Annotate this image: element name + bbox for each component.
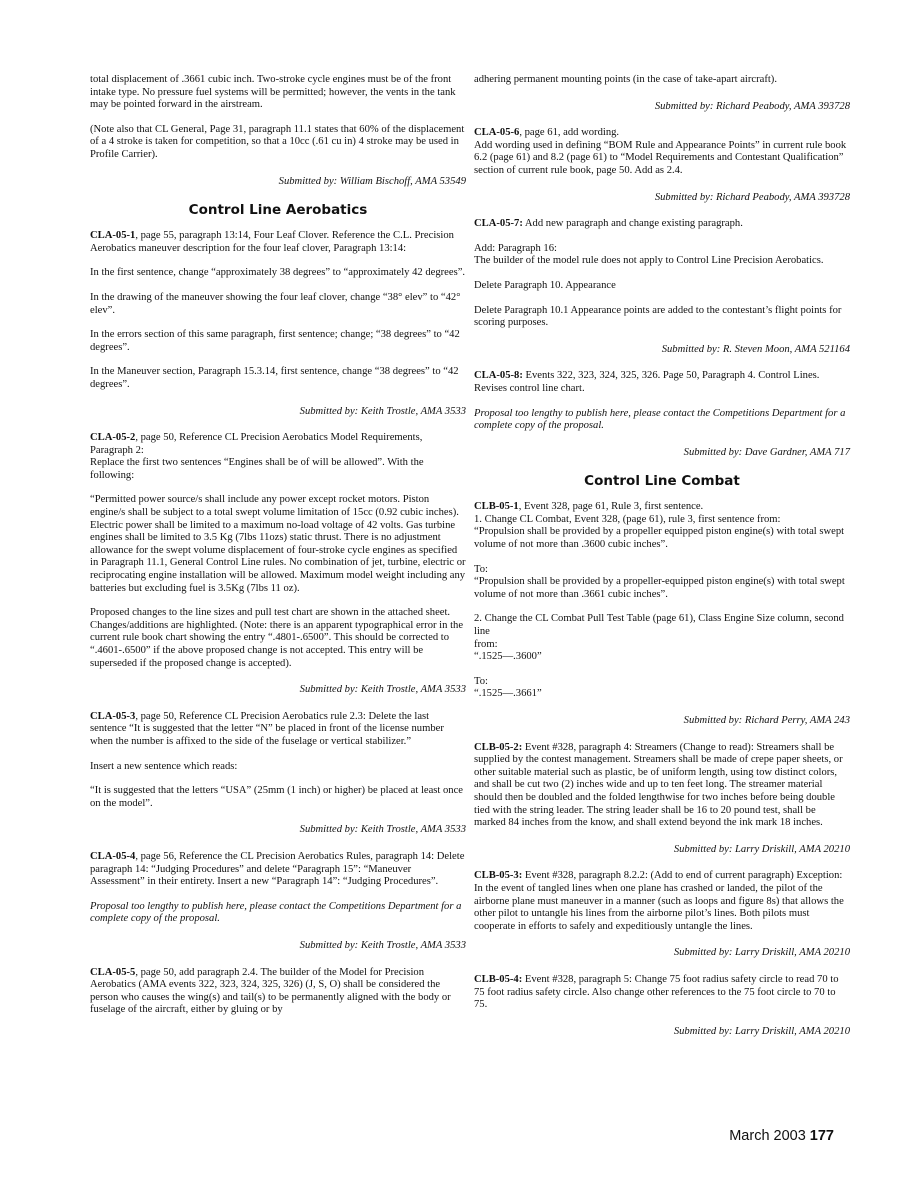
cla-05-5-continuation <box>474 74 850 87</box>
proposal-id: CLA-05-1 <box>90 230 136 242</box>
proposal-cla-05-8 <box>474 370 850 432</box>
proposal-text: Replace the first two sentences “Engines shall be of will be allowed”. With the following: <box>90 457 424 481</box>
proposal-text: Add wording used in defining “BOM Rule and Appearance Points” in current rule book 6.2 (page 61) and 8.2 (page 61) to “Model Requirements and Contestant Qualification” section of current rule book, page 50. Add as 2.4. <box>474 139 847 176</box>
page-footer <box>729 1128 834 1144</box>
proposal-text: CLA-05-7: Add new paragraph and change existing paragraph. <box>474 218 743 230</box>
proposal-clb-05-1 <box>474 501 850 701</box>
submitted-by: Submitted by: Richard Peabody, AMA 393728 <box>654 191 850 203</box>
proposal-text: “Permitted power source/s shall include any power except rocket motors. Piston engine/s shall be subject to a total swept volume limitation of 15cc (0.92 cubic inches). Electric power shall be limited to a maximum no-load voltage of 42 volts. Gas turbine engines shall be limited to 3.5 Kg (7lbs 11ozs) static thrust. There is no adjustment allowance for the swept volume displacement of four-stroke cycle engines as specified in Paragraph 11.1, General Control Line rules. No combination of jet, turbine, electric or reciprocating engine installation will be allowed. Maximum model weight including any batteries but excluding fuel is 3.5Kg (7lbs 11 oz). <box>90 494 466 594</box>
proposal-text: In the drawing of the maneuver showing the four leaf clover, change “38° elev” to “42° elev”. <box>90 291 461 316</box>
proposal-text: CLA-05-8: Events 322, 323, 324, 325, 326. Page 50, Paragraph 4. Control Lines. Revises control line chart. <box>474 370 820 394</box>
proposal-text: To: <box>474 675 488 687</box>
proposal-id: CLB-05-4: <box>474 973 523 985</box>
proposal-text: “It is suggested that the letters “USA” (25mm (1 inch) or higher) be placed at least once on the model”. <box>90 785 464 809</box>
proposal-text: CLA-05-4, page 56, Reference the CL Precision Aerobatics Rules, paragraph 14: Delete paragraph 14: “Judging Procedures” and delete “Paragraph 15”: “Maneuver Assessment” in their entirety. Insert a new “Paragraph 14”: “Judging Procedures”. <box>90 850 465 888</box>
proposal-text: CLB-05-1, Event 328, page 61, Rule 3, first sentence. <box>474 501 704 513</box>
proposal-text: “.1525—.3661” <box>474 688 542 700</box>
proposal-id: CLB-05-1 <box>474 501 519 513</box>
submitted-by: Submitted by: R. Steven Moon, AMA 521164 <box>661 343 850 355</box>
proposal-id: CLA-05-4 <box>90 850 136 862</box>
proposal-text: Add: Paragraph 16: <box>474 242 557 254</box>
proposal-cla-05-2 <box>90 432 466 670</box>
intro-paragraph-1: total displacement of .3661 cubic inch. Two-stroke cycle engines must be of the front intake type. No pressure fuel systems will be permitted; however, the vents in the tank may be pointed forward in the airstream. <box>90 74 456 111</box>
intro-paragraph-2: (Note also that CL General, Page 31, paragraph 11.1 states that 60% of the displacement of a 4 stroke is taken for competition, so that a 10cc (.61 cu in) 4 stroke may be used in Profile Carrier). <box>90 123 465 160</box>
proposal-cla-05-5 <box>90 967 466 1017</box>
proposal-text: adhering permanent mounting points (in the case of take-apart aircraft). <box>474 74 777 85</box>
proposal-text: CLA-05-5, page 50, add paragraph 2.4. The builder of the Model for Precision Aerobatics (AMA events 322, 323, 324, 325, 326) (J, S, O) shall be considered the person who causes the wing(s) and tail(s) to be permanently aligned with the body or fuselage of the aircraft, either by gluing or by <box>90 966 451 1016</box>
submitted-by: Submitted by: Richard Perry, AMA 243 <box>683 715 850 726</box>
proposal-id: CLA-05-5 <box>90 966 136 978</box>
submitted-by: Submitted by: Larry Driskill, AMA 20210 <box>673 843 850 855</box>
proposal-clb-05-2 <box>474 742 850 830</box>
proposal-text: CLB-05-4: Event #328, paragraph 5: Change 75 foot radius safety circle to read 70 to 75 foot radius safety circle. Also change other references to the 75 foot circle to 70 to 75. <box>474 973 839 1011</box>
section-heading-aerobatics: Control Line Aerobatics <box>188 202 368 219</box>
submitted-by: Submitted by: Larry Driskill, AMA 20210 <box>673 947 850 959</box>
proposal-text: CLB-05-3: Event #328, paragraph 8.2.2: (Add to end of current paragraph) Exception: In the event of tangled lines when one plane has crashed or landed, the pilot of the airborne plane must maneuver in a manner (such as loops and figure 8s) that allows the other pilot to untangle his lines from the airborne pilot’s lines. Both pilots must cooperate in efforts to safely and expeditiously untangle the lines. <box>474 870 844 932</box>
proposal-text: CLA-05-2, page 50, Reference CL Precision Aerobatics Model Requirements, Paragraph 2: <box>90 432 423 456</box>
proposal-cla-05-7 <box>474 218 850 330</box>
proposal-text: Delete Paragraph 10.1 Appearance points are added to the contestant’s flight points for scoring purposes. <box>474 304 842 329</box>
issue-date: March 2003 <box>729 1128 806 1144</box>
submitted-by: Submitted by: Dave Gardner, AMA 717 <box>683 446 850 458</box>
submitted-by: Submitted by: Richard Peabody, AMA 393728 <box>654 100 850 112</box>
right-column <box>474 74 850 1052</box>
proposal-id: CLA-05-6 <box>474 127 520 139</box>
proposal-id: CLA-05-8: <box>474 370 523 382</box>
proposal-text: To: <box>474 563 488 575</box>
proposal-id: CLA-05-2 <box>90 432 136 444</box>
proposal-note: Proposal too lengthy to publish here, please contact the Competitions Department for a complete copy of the proposal. <box>474 407 846 432</box>
submitted-by: Submitted by: Keith Trostle, AMA 3533 <box>299 405 466 417</box>
proposal-id: CLB-05-3: <box>474 870 523 882</box>
proposal-text: CLA-05-1, page 55, paragraph 13:14, Four Leaf Clover. Reference the C.L. Precision Aerobatics maneuver description for the four leaf clover, Paragraph 13:14: <box>90 230 454 254</box>
proposal-text: Proposed changes to the line sizes and pull test chart are shown in the attached sheet. Changes/additions are highlighted. (Note: there is an apparent typographical error in the current rule book chart showing the entry “.4801-.6500”. This should be corrected to “.4601-.6500” if the above proposed change is not accepted. This entry will be superseded if the proposed change is accepted). <box>90 607 464 669</box>
proposal-cla-05-3 <box>90 711 466 811</box>
submitted-by: Submitted by: William Bischoff, AMA 53549 <box>278 175 466 187</box>
proposal-text: The builder of the model rule does not apply to Control Line Precision Aerobatics. <box>474 255 824 267</box>
intro-continuation <box>90 74 466 162</box>
proposal-text: In the first sentence, change “approximately 38 degrees” to “approximately 42 degrees”. <box>90 267 466 279</box>
proposal-text: from: <box>474 638 498 650</box>
proposal-text: CLA-05-3, page 50, Reference CL Precision Aerobatics rule 2.3: Delete the last sentence “It is suggested that the letter “N” be placed in front of the license number when the number is affixed to the side of the fuselage or vertical stabilizer.” <box>90 710 444 747</box>
proposal-id: CLA-05-7: <box>474 218 523 230</box>
proposal-text: 1. Change CL Combat, Event 328, (page 61), rule 3, first sentence from: <box>474 513 781 525</box>
proposal-clb-05-4 <box>474 974 850 1012</box>
proposal-text: 2. Change the CL Combat Pull Test Table (page 61), Class Engine Size column, second line <box>474 613 844 638</box>
submitted-by: Submitted by: Larry Driskill, AMA 20210 <box>673 1025 850 1037</box>
proposal-text: “Propulsion shall be provided by a propeller-equipped piston engine(s) with total swept volume of not more than .3661 cubic inches”. <box>474 576 845 600</box>
proposal-text: “Propulsion shall be provided by a propeller equipped piston engine(s) with total swept volume of not more than .3600 cubic inches”. <box>474 526 845 551</box>
proposal-text: Insert a new sentence which reads: <box>90 760 238 772</box>
proposal-cla-05-4 <box>90 851 466 926</box>
proposal-text: In the errors section of this same paragraph, first sentence; change; “38 degrees” to “42 degrees”. <box>90 329 460 353</box>
submitted-by: Submitted by: Keith Trostle, AMA 3533 <box>299 939 466 951</box>
proposal-text: “.1525—.3600” <box>474 651 542 663</box>
proposal-id: CLB-05-2: <box>474 741 523 753</box>
proposal-cla-05-1 <box>90 230 466 391</box>
proposal-cla-05-6 <box>474 127 850 177</box>
proposal-text: Delete Paragraph 10. Appearance <box>474 279 616 291</box>
submitted-by: Submitted by: Keith Trostle, AMA 3533 <box>299 824 466 836</box>
proposal-note: Proposal too lengthy to publish here, please contact the Competitions Department for a complete copy of the proposal. <box>90 900 462 925</box>
proposal-id: CLA-05-3 <box>90 710 136 722</box>
left-column <box>90 74 466 1031</box>
page-number: 177 <box>809 1128 834 1144</box>
proposal-text: CLB-05-2: Event #328, paragraph 4: Streamers (Change to read): Streamers shall be supplied by the contest management. Streamers shall be made of crepe paper sheets, or other suitable material such as plastic, be of uniform length, using tow distinct colors, and shall be cut two (2) inches wide and up to ten feet long. The streamer material should then be doubled and the folded lengthwise for two inches before being double tied with the string leader. The string leader shall be 16 to 20 pound test, shall be marked 84 inches from the know, and shall extend beyond the ink mark 18 inches. <box>474 741 843 829</box>
proposal-text: In the Maneuver section, Paragraph 15.3.14, first sentence, change “38 degrees” to “42 degrees”. <box>90 366 459 390</box>
section-heading-combat: Control Line Combat <box>584 473 740 490</box>
proposal-text: CLA-05-6, page 61, add wording. <box>474 127 620 139</box>
proposal-clb-05-3 <box>474 870 850 933</box>
submitted-by: Submitted by: Keith Trostle, AMA 3533 <box>299 684 466 696</box>
